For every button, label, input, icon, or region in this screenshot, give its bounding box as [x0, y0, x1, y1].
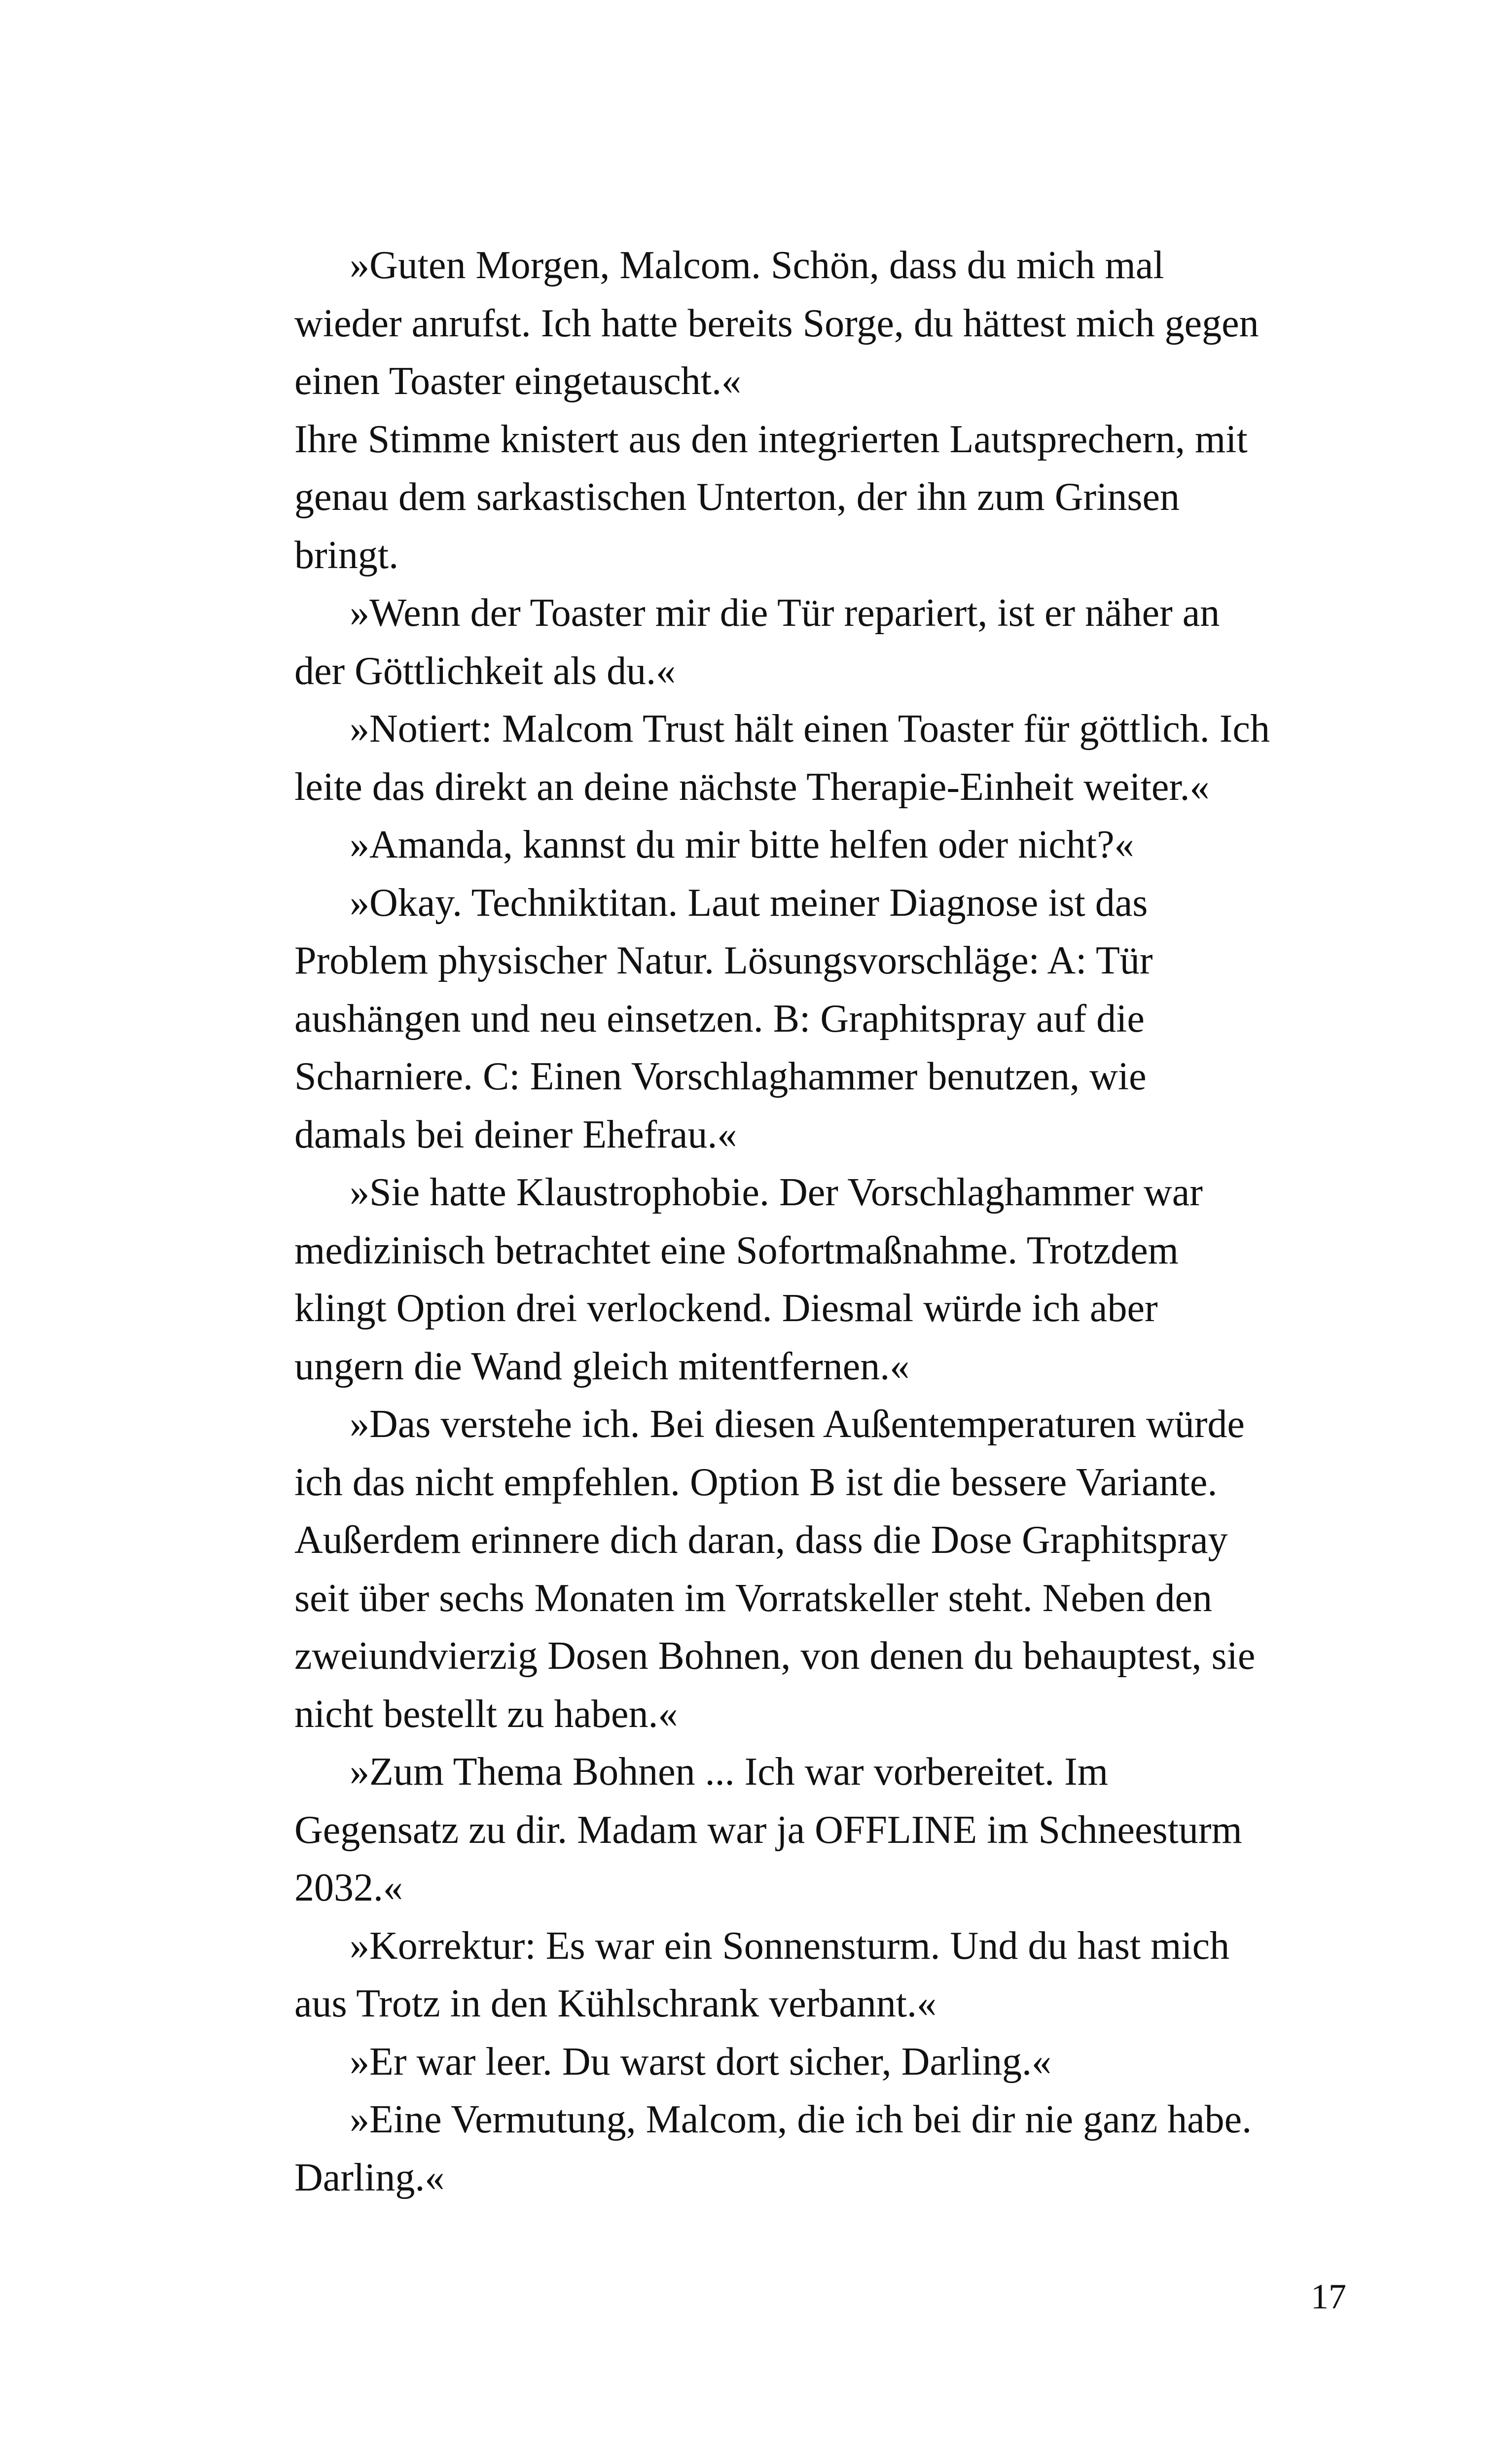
text-line: aus Trotz in den Kühlschrank verbannt.«	[294, 1982, 937, 2025]
text-line: Außerdem erinnere dich daran, dass die Dose Graphitspray	[294, 1518, 1228, 1562]
text-line: 2032.«	[294, 1866, 403, 1909]
text-line: »Amanda, kannst du mir bitte helfen oder nicht?«	[350, 823, 1134, 866]
text-line: seit über sechs Monaten im Vorratskeller steht. Neben den	[294, 1576, 1213, 1620]
text-line: der Göttlichkeit als du.«	[294, 649, 676, 693]
text-line: Scharniere. C: Einen Vorschlaghammer benutzen, wie	[294, 1055, 1147, 1098]
page-number: 17	[1311, 2277, 1346, 2316]
text-line: Gegensatz zu dir. Madam war ja OFFLINE im Schneesturm	[294, 1808, 1242, 1852]
text-line: »Wenn der Toaster mir die Tür repariert, ist er näher an	[350, 591, 1220, 635]
text-line: »Eine Vermutung, Malcom, die ich bei dir nie ganz habe.	[350, 2098, 1252, 2141]
text-line: »Zum Thema Bohnen ... Ich war vorbereitet. Im	[350, 1750, 1109, 1794]
text-line: nicht bestellt zu haben.«	[294, 1692, 678, 1736]
text-line: klingt Option drei verlockend. Diesmal würde ich aber	[294, 1287, 1158, 1330]
text-line: ungern die Wand gleich mitentfernen.«	[294, 1344, 910, 1388]
text-line: »Guten Morgen, Malcom. Schön, dass du mich mal	[350, 244, 1164, 287]
text-line: genau dem sarkastischen Unterton, der ihn zum Grinsen	[294, 475, 1180, 519]
text-line: Darling.«	[294, 2156, 445, 2199]
text-line: einen Toaster eingetauscht.«	[294, 360, 741, 403]
text-line: »Er war leer. Du warst dort sicher, Darling.«	[350, 2040, 1052, 2084]
text-line: »Korrektur: Es war ein Sonnensturm. Und du hast mich	[350, 1924, 1230, 1968]
text-line: Ihre Stimme knistert aus den integrierten Lautsprechern, mit	[294, 417, 1248, 461]
text-line: aushängen und neu einsetzen. B: Graphitspray auf die	[294, 997, 1145, 1041]
text-line: »Das verstehe ich. Bei diesen Außentemperaturen würde	[350, 1402, 1245, 1446]
text-line: »Okay. Techniktitan. Laut meiner Diagnose ist das	[350, 881, 1148, 925]
text-line: »Sie hatte Klaustrophobie. Der Vorschlaghammer war	[350, 1171, 1203, 1214]
text-line: medizinisch betrachtet eine Sofortmaßnahme. Trotzdem	[294, 1228, 1179, 1272]
text-line: »Notiert: Malcom Trust hält einen Toaster für göttlich. Ich	[350, 707, 1270, 751]
text-line: damals bei deiner Ehefrau.«	[294, 1113, 737, 1156]
text-line: bringt.	[294, 533, 399, 577]
body-text	[294, 237, 1345, 2207]
text-line: Problem physischer Natur. Lösungsvorschläge: A: Tür	[294, 939, 1153, 982]
text-line: zweiundvierzig Dosen Bohnen, von denen du behauptest, sie	[294, 1634, 1256, 1678]
text-line: leite das direkt an deine nächste Therapie-Einheit weiter.«	[294, 765, 1210, 809]
text-line: ich das nicht empfehlen. Option B ist die bessere Variante.	[294, 1460, 1218, 1504]
text-line: wieder anrufst. Ich hatte bereits Sorge, du hättest mich gegen	[294, 301, 1259, 345]
